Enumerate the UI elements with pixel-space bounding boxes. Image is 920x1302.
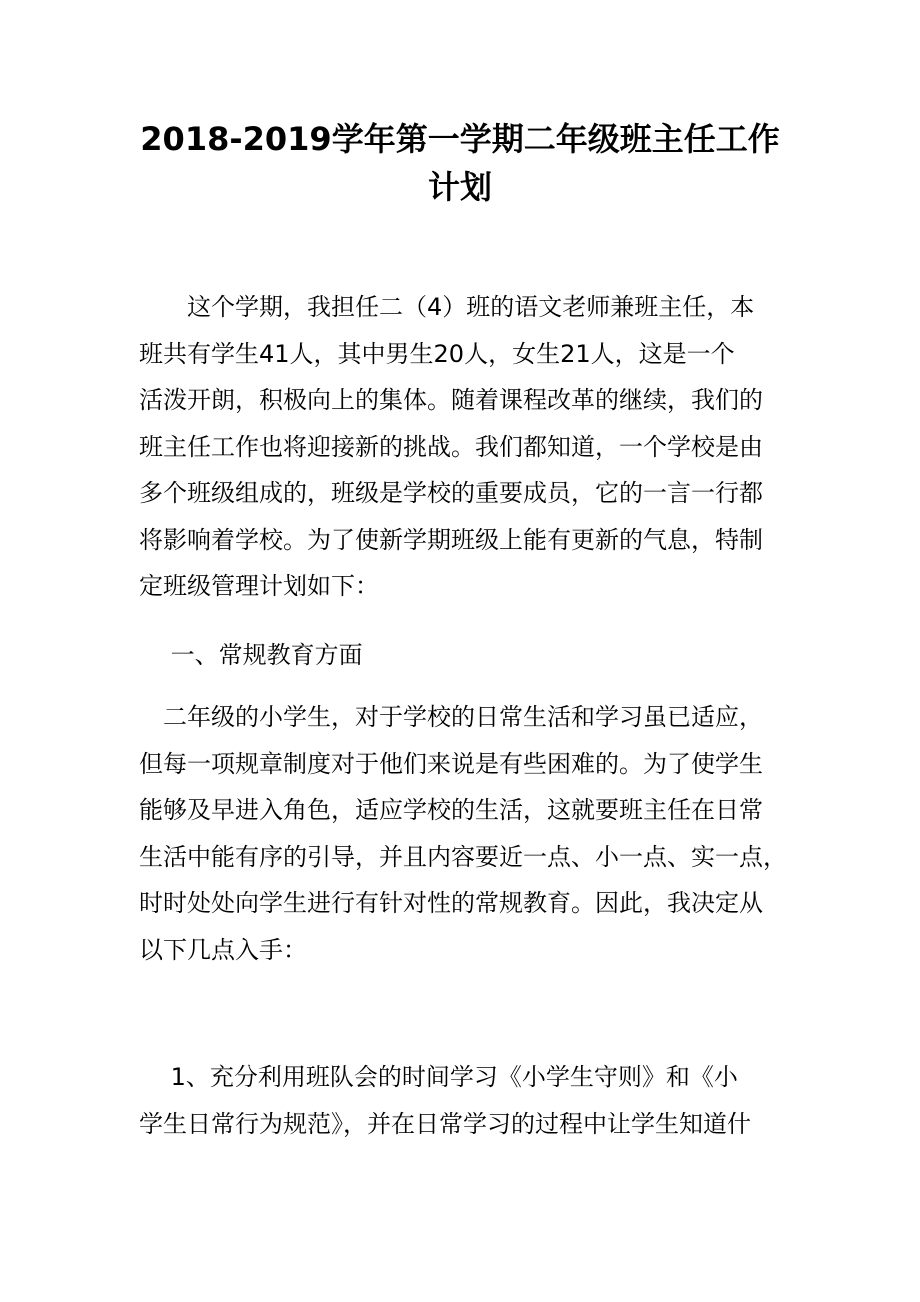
document-title-line-2: 计划 <box>427 168 492 206</box>
paragraph-line: 以下几点入手： <box>139 935 307 964</box>
section-heading <box>139 632 789 679</box>
paragraph-line: 多个班级组成的，班级是学校的重要成员，它的一言一行都 <box>139 479 763 507</box>
paragraph-line: 生活中能有序的引导，并且内容要近一点、小一点、实一点， <box>139 842 787 871</box>
list-item-1-paragraph <box>139 1054 789 1147</box>
document-title-line-1: 2018-2019学年第一学期二年级班主任工作 <box>140 120 780 158</box>
paragraph-line: 定班级管理计划如下： <box>139 572 379 600</box>
paragraph-line: 能够及早进入角色，适应学校的生活，这就要班主任在日常 <box>139 796 763 824</box>
paragraph-line: 时时处处向学生进行有针对性的常规教育。因此，我决定从 <box>139 889 763 917</box>
paragraph-line: 班共有学生41人，其中男生20人，女生21人，这是一个 <box>139 339 735 368</box>
paragraph-line: 学生日常行为规范》，并在日常学习的过程中让学生知道什 <box>139 1109 751 1138</box>
paragraph-line: 将影响着学校。为了使新学期班级上能有更新的气息，特制 <box>139 525 763 554</box>
paragraph-line: 活泼开朗，积极向上的集体。随着课程改革的继续，我们的 <box>139 386 763 414</box>
paragraph-line: 1、充分利用班队会的时间学习《小学生守则》和《小 <box>139 1063 738 1091</box>
intro-paragraph <box>139 284 789 610</box>
paragraph-line: 但每一项规章制度对于他们来说是有些困难的。为了使学生 <box>139 749 763 778</box>
paragraph-line: 这个学期，我担任二（4）班的语文老师兼班主任，本 <box>139 293 755 321</box>
routine-education-paragraph <box>139 694 789 973</box>
paragraph-line: 二年级的小学生，对于学校的日常生活和学习虽已适应， <box>139 703 763 731</box>
paragraph-line: 班主任工作也将迎接新的挑战。我们都知道，一个学校是由 <box>139 432 763 461</box>
section-heading-text: 一、常规教育方面 <box>139 641 363 669</box>
